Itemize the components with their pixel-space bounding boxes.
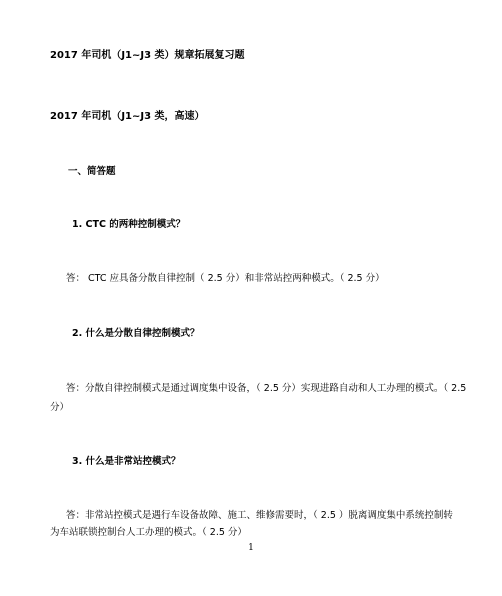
document-subtitle: 2017 年司机（J1~J3 类，高速） (50, 111, 205, 122)
question-1: 1. CTC 的两种控制模式？ (72, 219, 186, 230)
answer-2-line-1: 答：分散自律控制模式是通过调度集中设备，（ 2.5 分）实现进路自动和人工办理的模式。（ 2.5 (66, 383, 467, 394)
question-2: 2. 什么是分散自律控制模式？ (72, 328, 200, 339)
document-title: 2017 年司机（J1~J3 类）规章拓展复习题 (50, 50, 245, 61)
section-heading: 一、简答题 (68, 166, 116, 177)
answer-2-line-2: 分） (50, 402, 70, 413)
page-number: 1 (248, 543, 254, 553)
answer-1-line-1: 答： CTC 应具备分散自律控制（ 2.5 分）和非常站控两种模式。（ 2.5 分） (66, 273, 385, 284)
answer-3-line-1: 答：非常站控模式是遇行车设备故障、施工、维修需要时，（ 2.5 ）脱离调度集中系统控制转 (66, 510, 453, 521)
question-3: 3. 什么是非常站控模式？ (72, 456, 181, 467)
answer-3-line-2: 为车站联锁控制台人工办理的模式。（ 2.5 分） (50, 527, 247, 538)
